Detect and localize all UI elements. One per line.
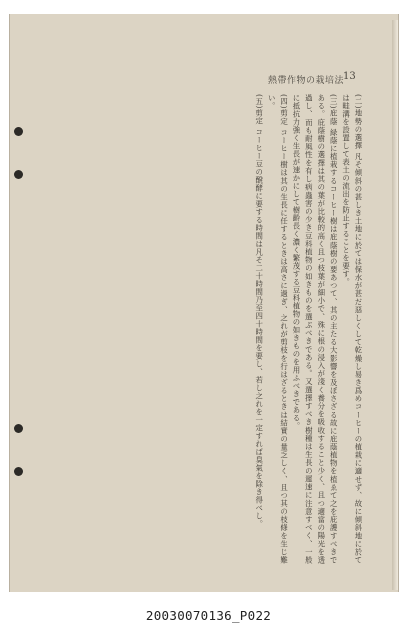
paragraph: (五)剪定 コーヒー豆の醗酵に要する時間は凡そ二十時間乃至四十時間を要し、若し之れを一定すれば臭氣を除き得べし。 — [254, 94, 264, 528]
paragraph: (二)地勢の選擇 凡そ傾斜の甚しき土地に於ては保水が甚だ惡しくして乾燥し易き爲めコーヒーの植栽に適せず、故に傾斜地に於ては畦溝を設置して表土の流出を防止することを要す。 — [341, 94, 363, 564]
body-text — [54, 94, 364, 564]
paragraph: (四)剪定 コーヒー樹は其の生長に任するときは高さに過ぎ、之れが剪枝を行はざるときは結實の量乏しく、且つ其の枝條を生じ難い。 — [267, 94, 289, 564]
page-number: 13 — [343, 71, 356, 82]
running-head: 熱帶作物の栽培法 — [268, 76, 345, 86]
page-edge — [392, 20, 398, 590]
binding-hole — [14, 467, 23, 476]
binding-hole — [14, 424, 23, 433]
paragraph: (三)庇蔭 緑蔭に植栽するコーヒー樹は庇蔭樹の要あつて、其の主たる大影響を及ぼさざる故に庇蔭植物を植ゑて之を庇護すべきである。庇蔭樹の選擇は其の葉が比較的高く且つ枝葉が細小で、殊に根の浸入が淺く養分を吸收すること少く、且つ適當の陽光を透過し、而も耐風性を有し病蟲害の少き豆科植物の如きものを選ぶべきである。又選擇すべき樹種は生長の遲速に注意すべく、一般に抵抗力強く生長が速かにして樹齡長く濃く繁茂する豆科植物の如きものを用ふべきである。 — [291, 94, 339, 564]
image-caption: 20030070136_P022 — [145, 608, 272, 623]
binding-hole — [14, 170, 23, 179]
binding-hole — [14, 127, 23, 136]
